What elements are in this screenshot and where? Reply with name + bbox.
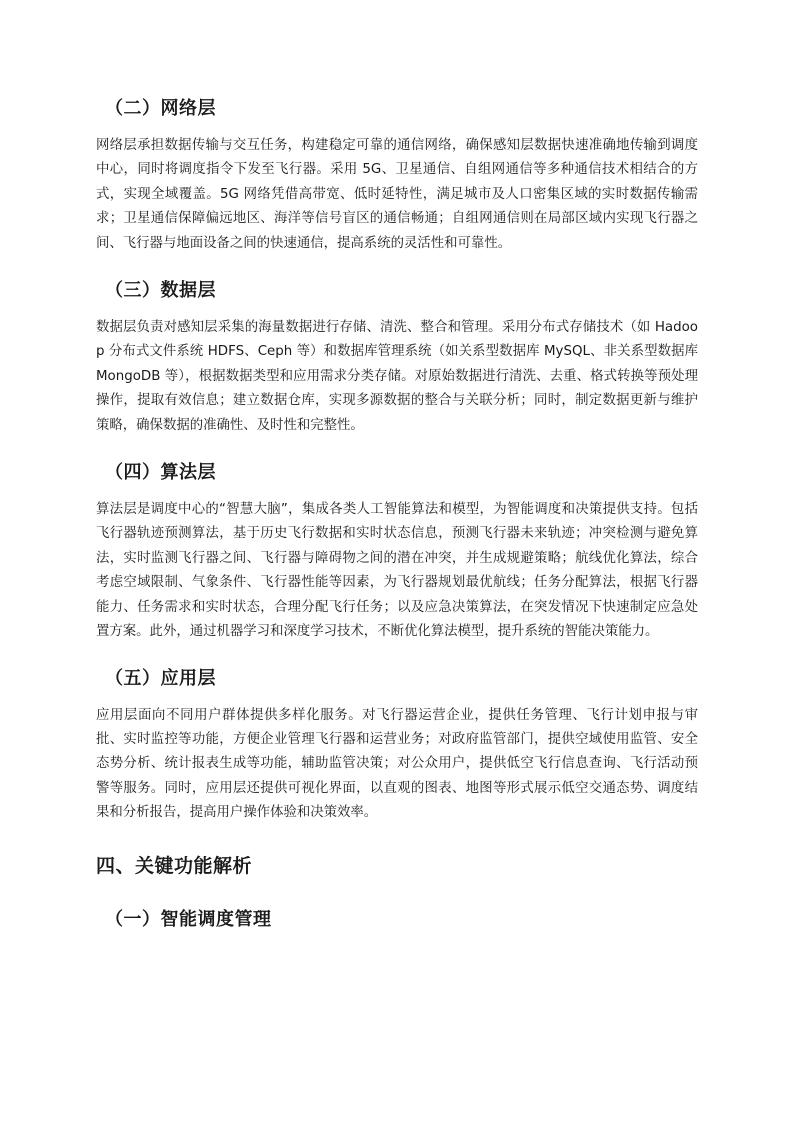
section-body-data-layer: 数据层负责对感知层采集的海量数据进行存储、清洗、整合和管理。采用分布式存储技术（如 Hadoop 分布式文件系统 HDFS、Ceph 等）和数据库管理系统（如关系型数据库 MySQL、非关系型数据库 MongoDB 等），根据数据类型和应用需求分类存储。对原始数据进行清洗、去重、格式转换等预处理操作，提取有效信息；建立数据仓库，实现多源数据的整合与关联分析；同时，制定数据更新与维护策略，确保数据的准确性、及时性和完整性。	[96, 320, 698, 433]
section-heading-network-layer: （二）网络层	[105, 98, 216, 119]
section-heading-algorithm-layer: （四）算法层	[105, 462, 216, 484]
chapter-heading: 四、关键功能解析	[96, 854, 253, 877]
section-body-application-layer: 应用层面向不同用户群体提供多样化服务。对飞行器运营企业，提供任务管理、飞行计划申报与审批、实时监控等功能，方便企业管理飞行器和运营业务；对政府监管部门，提供空域使用监管、安全态势分析、统计报表生成等功能，辅助监管决策；对公众用户，提供低空飞行信息查询、飞行活动预警等服务。同时，应用层还提供可视化界面，以直观的图表、地图等形式展示低空交通态势、调度结果和分析报告，提高用户操作体验和决策效率。	[96, 707, 698, 821]
section-body-network-layer: 网络层承担数据传输与交互任务，构建稳定可靠的通信网络，确保感知层数据快速准确地传输到调度中心，同时将调度指令下发至飞行器。采用 5G、卫星通信、自组网通信等多种通信技术相结合的方式，实现全域覆盖。5G 网络凭借高带宽、低时延特性，满足城市及人口密集区域的实时数据传输需求；卫星通信保障偏远地区、海洋等信号盲区的通信畅通；自组网通信则在局部区域内实现飞行器之间、飞行器与地面设备之间的快速通信，提高系统的灵活性和可靠性。	[96, 138, 698, 251]
section-heading-data-layer: （三）数据层	[105, 280, 216, 302]
subsection-heading-smart-dispatch: （一）智能调度管理	[105, 908, 272, 930]
section-body-algorithm-layer: 算法层是调度中心的“智慧大脑”，集成各类人工智能算法和模型，为智能调度和决策提供支持。包括飞行器轨迹预测算法，基于历史飞行数据和实时状态信息，预测飞行器未来轨迹；冲突检测与避免算法，实时监测飞行器之间、飞行器与障碍物之间的潜在冲突，并生成规避策略；航线优化算法，综合考虑空域限制、气象条件、飞行器性能等因素，为飞行器规划最优航线；任务分配算法，根据飞行器能力、任务需求和实时状态，合理分配飞行任务；以及应急决策算法，在突发情况下快速制定应急处置方案。此外，通过机器学习和深度学习技术，不断优化算法模型，提升系统的智能决策能力。	[96, 502, 698, 640]
section-heading-application-layer: （五）应用层	[105, 667, 216, 689]
